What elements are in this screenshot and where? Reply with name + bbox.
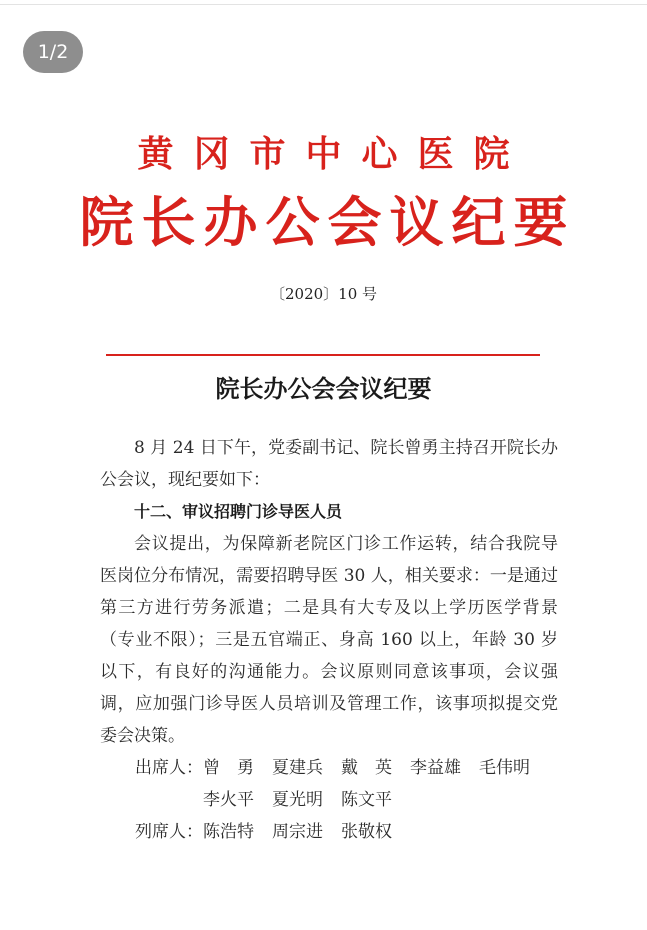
attendee-name: 夏建兵 (272, 758, 323, 778)
nonvoting-row (100, 816, 558, 848)
attendee-name: 李益雄 (410, 758, 461, 778)
section-heading: 十二、审议招聘门诊导医人员 (134, 502, 343, 521)
attendee-name: 戴 英 (341, 758, 392, 778)
attendees-label: 出席人： (135, 758, 203, 778)
header-title: 院长办公会议纪要 (79, 190, 576, 254)
document-number: 〔2020〕10 号 (269, 285, 378, 303)
nonvoting-label: 列席人： (135, 822, 203, 842)
nonvoting-name: 张敬权 (341, 822, 392, 842)
attendee-name: 李火平 (203, 790, 254, 810)
red-divider (106, 354, 540, 356)
intro-paragraph: 8 月 24 日下午，党委副书记、院长曾勇主持召开院长办公会议，现纪要如下： (100, 438, 558, 490)
attendee-name: 陈文平 (341, 790, 392, 810)
attendee-name: 夏光明 (272, 790, 323, 810)
attendees-row-2 (100, 784, 558, 816)
nonvoting-name: 陈浩特 (203, 822, 254, 842)
section-paragraph: 会议提出，为保障新老院区门诊工作运转，结合我院导医岗位分布情况，需要招聘导医 30 人，相关要求：一是通过第三方进行劳务派遣；二是具有大专及以上学历医学背景（专业不限）；三是五官端正、身高 160 以上，年龄 30 岁以下，有良好的沟通能力。会议原则同意该事项，会议强调，应加强门诊导医人员培训及管理工作，该事项拟提交党委会决策。 (100, 534, 558, 746)
document-body (100, 432, 558, 848)
nonvoting-name: 周宗进 (272, 822, 323, 842)
page-indicator[interactable]: 1/2 (23, 31, 83, 73)
attendees-row (100, 752, 558, 784)
attendee-name: 毛伟明 (479, 758, 530, 778)
attendee-name: 曾 勇 (203, 758, 254, 778)
top-divider (0, 4, 647, 5)
document-title: 院长办公会会议纪要 (215, 374, 432, 403)
header-organization: 黄冈市中心医院 (137, 133, 530, 175)
